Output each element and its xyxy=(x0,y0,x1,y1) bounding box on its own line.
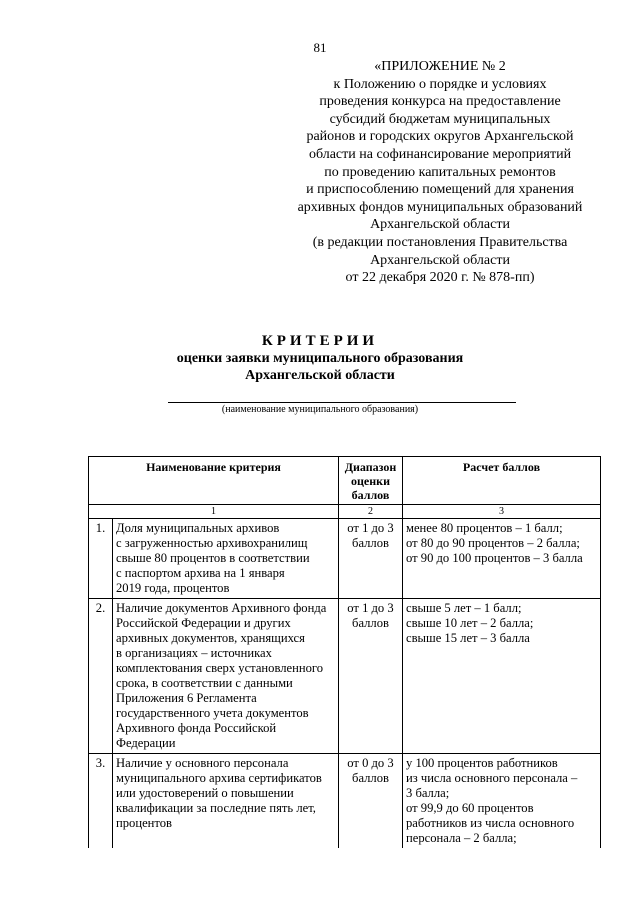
calc-line: от 99,9 до 60 процентов xyxy=(406,801,534,815)
criterion-line: процентов xyxy=(116,816,172,830)
range-cell xyxy=(339,754,403,849)
calc-line: свыше 10 лет – 2 балла; xyxy=(406,616,534,630)
row-number: 1. xyxy=(89,519,113,599)
criterion-cell xyxy=(113,599,339,754)
table-row xyxy=(89,519,601,599)
range-line: баллов xyxy=(352,616,389,630)
table-header-row xyxy=(89,457,601,505)
column-number: 1 xyxy=(89,505,339,519)
range-line: от 1 до 3 xyxy=(347,601,394,615)
row-number: 2. xyxy=(89,599,113,754)
range-line: от 0 до 3 xyxy=(347,756,394,770)
range-line: баллов xyxy=(352,536,389,550)
calc-line: от 80 до 90 процентов – 2 балла; xyxy=(406,536,580,550)
appendix-line: районов и городских округов Архангельской xyxy=(306,129,574,145)
document-title-block xyxy=(0,332,640,384)
range-line: от 1 до 3 xyxy=(347,521,394,535)
criterion-line: муниципального архива сертификатов xyxy=(116,771,322,785)
range-line: баллов xyxy=(352,771,389,785)
criterion-line: архивных документов, хранящихся xyxy=(116,631,305,645)
appendix-line: к Положению о порядке и условиях xyxy=(333,76,547,92)
criterion-line: квалификации за последние пять лет, xyxy=(116,801,316,815)
range-cell xyxy=(339,519,403,599)
criterion-line: срока, в соответствии с данными xyxy=(116,676,293,690)
appendix-line: Архангельской области xyxy=(370,252,510,268)
calc-cell xyxy=(403,754,601,849)
criterion-line: Приложения 6 Регламента xyxy=(116,691,257,705)
calc-cell xyxy=(403,599,601,754)
appendix-line: проведения конкурса на предоставление xyxy=(319,94,561,110)
document-subtitle-line: Архангельской области xyxy=(245,368,395,383)
criterion-line: Наличие у основного персонала xyxy=(116,756,289,770)
criterion-line: с паспортом архива на 1 января xyxy=(116,566,285,580)
criterion-line: Доля муниципальных архивов xyxy=(116,521,280,535)
appendix-line: (в редакции постановления Правительства xyxy=(312,234,568,250)
appendix-line: «ПРИЛОЖЕНИЕ № 2 xyxy=(374,59,506,74)
criteria-table xyxy=(88,456,601,848)
calc-line: 3 балла; xyxy=(406,786,450,800)
appendix-line: субсидий бюджетам муниципальных xyxy=(329,111,551,127)
range-cell xyxy=(339,599,403,754)
row-number: 3. xyxy=(89,754,113,849)
calc-line: менее 80 процентов – 1 балл; xyxy=(406,521,563,535)
appendix-heading xyxy=(270,58,610,287)
appendix-line: по проведению капитальных ремонтов xyxy=(324,164,556,180)
column-number: 3 xyxy=(403,505,601,519)
criterion-line: государственного учета документов xyxy=(116,706,309,720)
criterion-line: свыше 80 процентов в соответствии xyxy=(116,551,310,565)
criterion-line: Федерации xyxy=(116,736,176,750)
criterion-cell xyxy=(113,519,339,599)
table-row xyxy=(89,754,601,849)
table-row xyxy=(89,599,601,754)
criterion-line: Российской Федерации и других xyxy=(116,616,291,630)
municipality-fill-caption: (наименование муниципального образования) xyxy=(221,404,419,415)
column-number: 2 xyxy=(339,505,403,519)
calc-line: свыше 15 лет – 3 балла xyxy=(406,631,530,645)
calc-line: работников из числа основного xyxy=(406,816,575,830)
appendix-line: области на софинансирование мероприятий xyxy=(308,146,572,162)
appendix-line: архивных фондов муниципальных образований xyxy=(297,199,583,215)
appendix-line: Архангельской области xyxy=(370,217,510,233)
calc-line: персонала – 2 балла; xyxy=(406,831,517,845)
calc-line: от 90 до 100 процентов – 3 балла xyxy=(406,551,583,565)
page-number: 81 xyxy=(313,40,327,55)
criterion-line: Архивного фонда Российской xyxy=(116,721,277,735)
column-number-row xyxy=(89,505,601,519)
appendix-line: от 22 декабря 2020 г. № 878-пп) xyxy=(345,270,535,286)
document-title: КРИТЕРИИ xyxy=(261,333,379,349)
header-criterion: Наименование критерия xyxy=(89,457,339,505)
criterion-cell xyxy=(113,754,339,849)
appendix-line: и приспособлению помещений для хранения xyxy=(306,182,574,198)
criterion-line: 2019 года, процентов xyxy=(116,581,230,595)
header-range: Диапазон оценки баллов xyxy=(339,457,403,505)
calc-line: свыше 5 лет – 1 балл; xyxy=(406,601,522,615)
municipality-fill-line xyxy=(168,402,516,403)
criterion-line: комплектования сверх установленного xyxy=(116,661,324,675)
calc-cell xyxy=(403,519,601,599)
criterion-line: Наличие документов Архивного фонда xyxy=(116,601,327,615)
criterion-line: или удостоверений о повышении xyxy=(116,786,294,800)
calc-line: у 100 процентов работников xyxy=(406,756,558,770)
criterion-line: с загруженностью архивохранилищ xyxy=(116,536,308,550)
calc-line: из числа основного персонала – xyxy=(406,771,578,785)
criterion-line: в организациях – источниках xyxy=(116,646,272,660)
header-calc: Расчет баллов xyxy=(403,457,601,505)
document-subtitle-line: оценки заявки муниципального образования xyxy=(176,351,464,366)
